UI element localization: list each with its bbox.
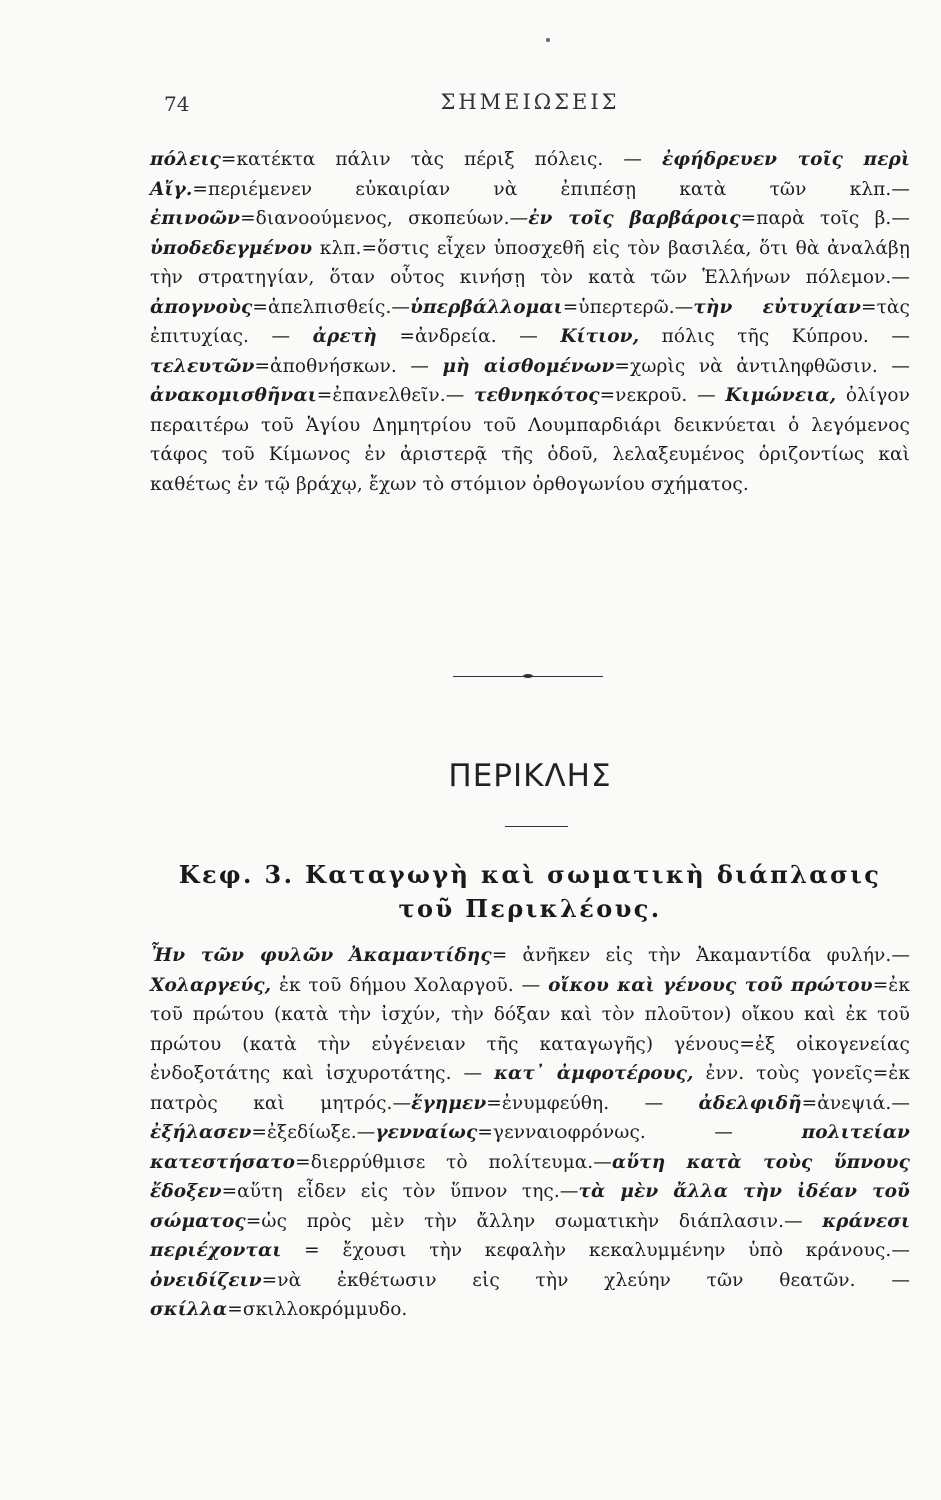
lemma: σκίλλα [150,1299,228,1320]
gloss: κλπ.=ὅστις εἶχεν ὑποσχεθῆ εἰς τὸν βασιλέα, ὅτι θὰ ἀναλάβῃ τὴν στρατηγίαν, ὅταν οὗτος κινήσῃ τὸν κατὰ τῶν Ἑλλήνων πόλεμον.— [150,237,910,288]
gloss: = ἔχουσι τὴν κεφαλὴν κεκαλυμμένην ὑπὸ κράνους.— [281,1240,910,1261]
title-rule [505,826,568,827]
lemma: ἀρετὴ [312,326,377,347]
running-head: ΣΗΜΕΙΩΣΕΙΣ [440,90,620,114]
gloss: =ἐπανελθεῖν.— [316,385,474,406]
page [150,0,910,1500]
gloss: =παρὰ τοῖς β.— [740,208,910,229]
lemma: τὰ μὲν ἄλλα τὴν ἰδέαν τοῦ σώματος [150,1181,910,1232]
lemma: γενναίως [375,1122,478,1143]
lemma: οἴκου καὶ γένους τοῦ πρώτου [548,974,873,996]
gloss: =ἐνυμφεύθη. — [486,1092,699,1114]
body-paragraph [150,941,910,1325]
gloss: =ἐξεδίωξε.— [251,1122,376,1143]
lemma: ἐξήλασεν [150,1122,252,1143]
lemma: ἐν τοῖς βαρβάροις [528,208,741,229]
lemma: ἀπογνοὺς [150,296,253,318]
gloss: =περιέμενεν εὐκαιρίαν νὰ ἐπιπέσῃ κατὰ τῶν κλπ.— [192,178,910,200]
gloss: =σκιλλοκρόμμυδο. [227,1299,408,1320]
lemma: ὀνειδίζειν [150,1269,262,1291]
lemma: τελευτῶν [150,355,255,377]
lemma: Ἦν τῶν φυλῶν Ἀκαμαντίδης [150,945,492,966]
lemma: τὴν εὐτυχίαν [693,296,861,318]
gloss: ἐνν. τοὺς γονεῖς=ἐκ πατρὸς καὶ μητρός.— [150,1063,910,1114]
lemma: ἀνακομισθῆναι [150,385,317,406]
gloss: ὀλίγον περαιτέρω τοῦ Ἁγίου Δημητρίου τοῦ Λουμπαρδιάρι δεικνύεται ὁ λεγόμενος τάφος τοῦ Κίμωνος ἐν ἀριστερᾷ τῆς ὁδοῦ, λελαξευμένος ὁριζοντίως καὶ καθέτως ἐν τῷ βράχῳ, ἔχων τὸ στόμιον ὀρθογωνίου σχήματος. [150,385,910,495]
chapter-heading: Κεφ. 3. Καταγωγὴ καὶ σωματικὴ διάπλασις τοῦ Περικλέους. [178,860,882,923]
gloss: =νὰ ἐκθέτωσιν εἰς τὴν χλεύην τῶν θεατῶν. — [261,1269,910,1291]
gloss: πόλις τῆς Κύπρου. — [639,326,910,347]
lemma: μὴ αἰσθομένων [442,355,615,377]
lemma: πολιτείαν κατεστήσατο [150,1122,910,1173]
lemma: ἐπινοῶν [150,208,241,229]
gloss: =αὕτη εἶδεν εἰς τὸν ὕπνον της.— [221,1181,579,1202]
notes-paragraph [150,145,910,499]
lemma: Κίτιον, [560,326,640,347]
lemma: Κιμώνεια, [725,385,837,406]
gloss: =ἐκ τοῦ πρώτου (κατὰ τὴν ἰσχύν, τὴν δόξαν καὶ τὸν πλοῦτον) οἴκου καὶ ἐκ τοῦ πρώτου (κατὰ τὴν εὐγένειαν τῆς καταγωγῆς) γένους=ἐξ οἰκογενείας ἐνδοξοτάτης καὶ ἰσχυροτάτης. — [150,974,910,1084]
page-number: 74 [164,92,190,116]
lemma: τεθνηκότος [473,385,600,406]
ornamental-divider [453,676,603,677]
lemma: ὑπερβάλλομαι [410,296,563,318]
gloss: = ἀνῆκεν εἰς τὴν Ἀκαμαντίδα φυλήν.— [491,945,910,966]
gloss: =διερρύθμισε τὸ πολίτευμα.— [295,1151,612,1173]
lemma: Χολαργεύς, [150,974,272,996]
gloss: =ἀνδρεία. — [376,326,561,347]
speck-mark [546,38,550,42]
gloss: =χωρὶς νὰ ἀντιληφθῶσιν. — [614,355,910,377]
lemma: κατ᾽ ἀμφοτέρους, [494,1063,694,1084]
gloss: =γενναιοφρόνως. — [477,1122,802,1143]
lemma: πόλεις [150,149,221,170]
gloss: =ἀνεψιά.— [801,1092,910,1114]
gloss: =τὰς ἐπιτυχίας. — [150,296,910,347]
lemma: αὕτη κατὰ τοὺς ὕπνους ἔδοξεν [150,1151,910,1202]
lemma: ἐφήδρευεν τοῖς περὶ Αἴγ. [150,149,911,200]
lemma: ἀδελφιδῆ [698,1092,802,1114]
gloss: =ἀποθνήσκων. — [254,355,443,377]
gloss: =νεκροῦ. — [599,385,726,406]
gloss: =κατέκτα πάλιν τὰς πέριξ πόλεις. — [220,149,662,170]
section-title: ΠΕΡΙΚΛΗΣ [448,758,612,794]
gloss: =ἀπελπισθείς.— [252,296,411,318]
lemma: ἔγημεν [411,1092,487,1114]
gloss: =ὑπερτερῶ.— [562,296,694,318]
gloss: ἐκ τοῦ δήμου Χολαργοῦ. — [271,974,549,996]
gloss: =ὡς πρὸς μὲν τὴν ἄλλην σωματικὴν διάπλασιν.— [245,1210,823,1232]
gloss: =διανοούμενος, σκοπεύων.— [240,208,529,229]
lemma: ὑποδεδεγμένου [150,237,313,259]
lemma: κράνεσι περιέχονται [150,1210,910,1261]
